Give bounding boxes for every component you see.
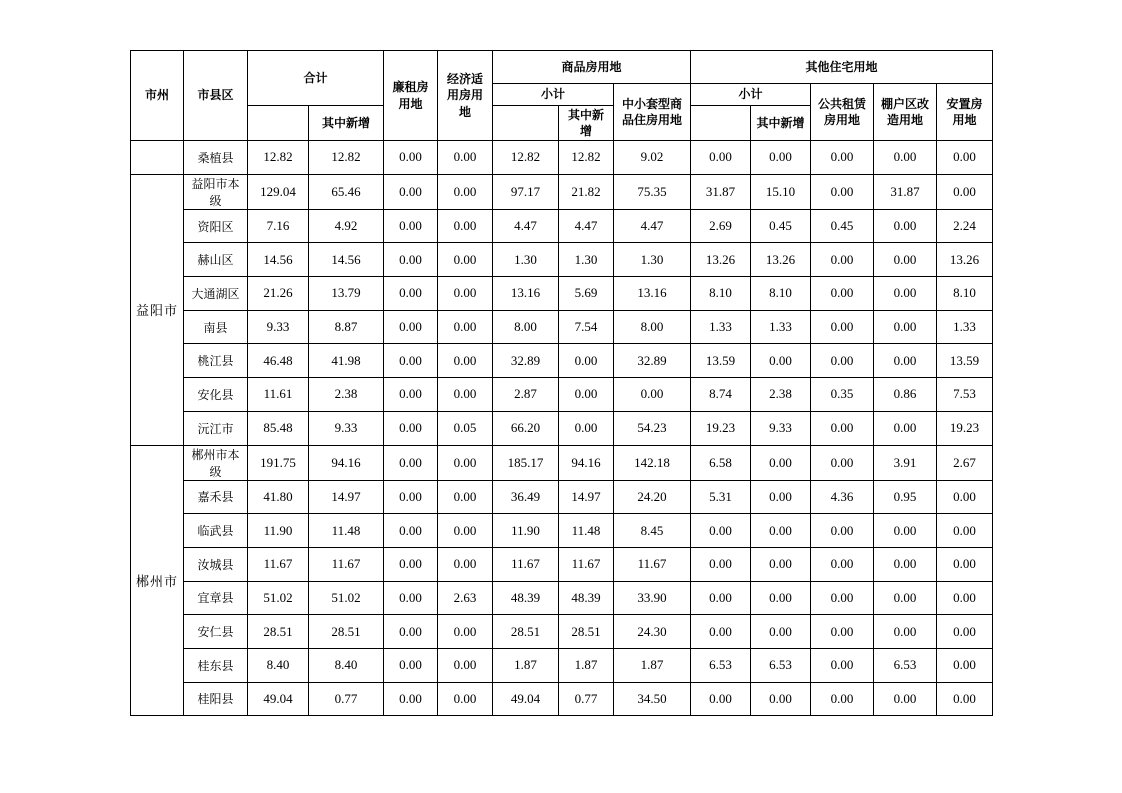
value-cell: 9.02 bbox=[614, 141, 691, 175]
value-cell: 0.00 bbox=[384, 243, 438, 277]
value-cell: 0.00 bbox=[811, 648, 874, 682]
value-cell: 2.38 bbox=[751, 378, 811, 412]
value-cell: 0.00 bbox=[438, 174, 493, 209]
value-cell: 54.23 bbox=[614, 411, 691, 445]
other-subtotal-blank-cell bbox=[691, 106, 751, 141]
value-cell: 0.00 bbox=[384, 174, 438, 209]
table-row bbox=[131, 209, 993, 243]
value-cell: 36.49 bbox=[493, 480, 559, 514]
value-cell: 8.74 bbox=[691, 378, 751, 412]
value-cell: 0.00 bbox=[438, 141, 493, 175]
value-cell: 0.95 bbox=[874, 480, 937, 514]
value-cell: 0.00 bbox=[874, 243, 937, 277]
value-cell: 1.87 bbox=[493, 648, 559, 682]
value-cell: 31.87 bbox=[874, 174, 937, 209]
value-cell: 13.79 bbox=[309, 277, 384, 311]
value-cell: 0.00 bbox=[874, 682, 937, 716]
value-cell: 0.00 bbox=[811, 445, 874, 480]
value-cell: 1.33 bbox=[751, 310, 811, 344]
value-cell: 12.82 bbox=[309, 141, 384, 175]
value-cell: 0.00 bbox=[811, 243, 874, 277]
value-cell: 11.61 bbox=[248, 378, 309, 412]
value-cell: 13.26 bbox=[751, 243, 811, 277]
value-cell: 0.00 bbox=[438, 480, 493, 514]
county-cell: 桑植县 bbox=[184, 141, 248, 175]
value-cell: 0.00 bbox=[811, 547, 874, 581]
table-row bbox=[131, 514, 993, 548]
value-cell: 2.87 bbox=[493, 378, 559, 412]
value-cell: 4.92 bbox=[309, 209, 384, 243]
county-cell: 桂阳县 bbox=[184, 682, 248, 716]
value-cell: 0.00 bbox=[811, 411, 874, 445]
value-cell: 13.16 bbox=[614, 277, 691, 311]
table-row bbox=[131, 581, 993, 615]
value-cell: 11.67 bbox=[248, 547, 309, 581]
value-cell: 0.45 bbox=[811, 209, 874, 243]
value-cell: 28.51 bbox=[248, 615, 309, 649]
county-cell: 临武县 bbox=[184, 514, 248, 548]
value-cell: 0.00 bbox=[691, 615, 751, 649]
value-cell: 0.00 bbox=[874, 411, 937, 445]
table-row bbox=[131, 480, 993, 514]
prefecture-cell bbox=[131, 141, 184, 175]
value-cell: 1.30 bbox=[559, 243, 614, 277]
county-cell: 汝城县 bbox=[184, 547, 248, 581]
col-header-commodity-new: 其中新增 bbox=[559, 106, 614, 141]
table-row bbox=[131, 648, 993, 682]
table-row bbox=[131, 310, 993, 344]
col-header-affordable: 经济适用房用地 bbox=[438, 51, 493, 141]
col-header-prefecture: 市州 bbox=[131, 51, 184, 141]
value-cell: 0.00 bbox=[811, 581, 874, 615]
value-cell: 8.40 bbox=[248, 648, 309, 682]
value-cell: 3.91 bbox=[874, 445, 937, 480]
value-cell: 0.00 bbox=[751, 547, 811, 581]
value-cell: 0.00 bbox=[384, 615, 438, 649]
value-cell: 49.04 bbox=[248, 682, 309, 716]
value-cell: 8.10 bbox=[937, 277, 993, 311]
merged-filler-total bbox=[248, 106, 309, 141]
table-row bbox=[131, 243, 993, 277]
value-cell: 41.98 bbox=[309, 344, 384, 378]
county-cell: 安仁县 bbox=[184, 615, 248, 649]
col-header-other-residential: 其他住宅用地 bbox=[691, 51, 993, 84]
value-cell: 11.90 bbox=[248, 514, 309, 548]
value-cell: 0.00 bbox=[438, 445, 493, 480]
value-cell: 0.00 bbox=[438, 344, 493, 378]
value-cell: 28.51 bbox=[493, 615, 559, 649]
value-cell: 2.67 bbox=[937, 445, 993, 480]
value-cell: 0.00 bbox=[874, 581, 937, 615]
value-cell: 1.30 bbox=[614, 243, 691, 277]
value-cell: 11.67 bbox=[493, 547, 559, 581]
value-cell: 0.00 bbox=[937, 547, 993, 581]
value-cell: 14.97 bbox=[309, 480, 384, 514]
value-cell: 0.00 bbox=[811, 344, 874, 378]
value-cell: 8.40 bbox=[309, 648, 384, 682]
value-cell: 0.00 bbox=[874, 344, 937, 378]
county-cell: 郴州市本级 bbox=[184, 445, 248, 480]
value-cell: 0.00 bbox=[937, 514, 993, 548]
value-cell: 191.75 bbox=[248, 445, 309, 480]
value-cell: 0.00 bbox=[384, 310, 438, 344]
value-cell: 0.00 bbox=[559, 378, 614, 412]
value-cell: 13.26 bbox=[937, 243, 993, 277]
value-cell: 8.10 bbox=[751, 277, 811, 311]
value-cell: 14.56 bbox=[248, 243, 309, 277]
value-cell: 48.39 bbox=[493, 581, 559, 615]
col-header-total-new: 其中新增 bbox=[309, 106, 384, 141]
col-header-commodity-subtotal: 小计 bbox=[493, 84, 614, 106]
value-cell: 8.00 bbox=[493, 310, 559, 344]
value-cell: 0.00 bbox=[438, 682, 493, 716]
value-cell: 0.00 bbox=[438, 209, 493, 243]
value-cell: 0.00 bbox=[811, 141, 874, 175]
value-cell: 7.54 bbox=[559, 310, 614, 344]
value-cell: 0.00 bbox=[384, 378, 438, 412]
value-cell: 0.00 bbox=[937, 141, 993, 175]
value-cell: 6.53 bbox=[751, 648, 811, 682]
value-cell: 6.53 bbox=[691, 648, 751, 682]
value-cell: 5.31 bbox=[691, 480, 751, 514]
value-cell: 0.77 bbox=[559, 682, 614, 716]
value-cell: 0.00 bbox=[384, 547, 438, 581]
col-header-commodity: 商品房用地 bbox=[493, 51, 691, 84]
value-cell: 0.00 bbox=[384, 344, 438, 378]
value-cell: 2.38 bbox=[309, 378, 384, 412]
value-cell: 0.00 bbox=[937, 480, 993, 514]
value-cell: 0.00 bbox=[691, 514, 751, 548]
value-cell: 28.51 bbox=[309, 615, 384, 649]
county-cell: 资阳区 bbox=[184, 209, 248, 243]
value-cell: 0.00 bbox=[874, 310, 937, 344]
value-cell: 1.87 bbox=[614, 648, 691, 682]
value-cell: 24.30 bbox=[614, 615, 691, 649]
value-cell: 24.20 bbox=[614, 480, 691, 514]
value-cell: 31.87 bbox=[691, 174, 751, 209]
value-cell: 0.45 bbox=[751, 209, 811, 243]
value-cell: 9.33 bbox=[309, 411, 384, 445]
header-row-1 bbox=[131, 51, 993, 84]
col-header-public-rental: 公共租赁房用地 bbox=[811, 84, 874, 141]
value-cell: 11.67 bbox=[559, 547, 614, 581]
value-cell: 5.69 bbox=[559, 277, 614, 311]
col-header-other-subtotal: 小计 bbox=[691, 84, 811, 106]
value-cell: 1.33 bbox=[937, 310, 993, 344]
value-cell: 14.56 bbox=[309, 243, 384, 277]
county-cell: 桂东县 bbox=[184, 648, 248, 682]
table-row bbox=[131, 445, 993, 480]
value-cell: 13.16 bbox=[493, 277, 559, 311]
value-cell: 11.48 bbox=[309, 514, 384, 548]
value-cell: 0.00 bbox=[751, 480, 811, 514]
value-cell: 0.00 bbox=[384, 141, 438, 175]
value-cell: 4.36 bbox=[811, 480, 874, 514]
value-cell: 0.00 bbox=[811, 277, 874, 311]
col-header-shantytown: 棚户区改造用地 bbox=[874, 84, 937, 141]
value-cell: 0.00 bbox=[438, 648, 493, 682]
value-cell: 85.48 bbox=[248, 411, 309, 445]
value-cell: 9.33 bbox=[248, 310, 309, 344]
value-cell: 0.00 bbox=[559, 411, 614, 445]
col-header-resettlement: 安置房用地 bbox=[937, 84, 993, 141]
value-cell: 51.02 bbox=[248, 581, 309, 615]
value-cell: 0.00 bbox=[384, 648, 438, 682]
value-cell: 0.00 bbox=[438, 514, 493, 548]
value-cell: 21.26 bbox=[248, 277, 309, 311]
value-cell: 0.00 bbox=[937, 581, 993, 615]
value-cell: 0.00 bbox=[751, 581, 811, 615]
value-cell: 34.50 bbox=[614, 682, 691, 716]
value-cell: 49.04 bbox=[493, 682, 559, 716]
value-cell: 0.00 bbox=[751, 615, 811, 649]
value-cell: 4.47 bbox=[614, 209, 691, 243]
value-cell: 1.87 bbox=[559, 648, 614, 682]
merged-filler-commodity-subtotal bbox=[493, 106, 559, 141]
value-cell: 9.33 bbox=[751, 411, 811, 445]
value-cell: 1.30 bbox=[493, 243, 559, 277]
value-cell: 0.00 bbox=[874, 141, 937, 175]
county-cell: 大通湖区 bbox=[184, 277, 248, 311]
value-cell: 0.00 bbox=[874, 277, 937, 311]
value-cell: 0.00 bbox=[811, 514, 874, 548]
value-cell: 46.48 bbox=[248, 344, 309, 378]
value-cell: 0.00 bbox=[559, 344, 614, 378]
value-cell: 0.00 bbox=[384, 682, 438, 716]
county-cell: 沅江市 bbox=[184, 411, 248, 445]
value-cell: 0.00 bbox=[811, 310, 874, 344]
col-header-small-mid-commodity: 中小套型商品住房用地 bbox=[614, 84, 691, 141]
value-cell: 142.18 bbox=[614, 445, 691, 480]
table-row bbox=[131, 547, 993, 581]
value-cell: 0.00 bbox=[438, 615, 493, 649]
value-cell: 19.23 bbox=[691, 411, 751, 445]
value-cell: 33.90 bbox=[614, 581, 691, 615]
value-cell: 0.00 bbox=[874, 209, 937, 243]
value-cell: 41.80 bbox=[248, 480, 309, 514]
value-cell: 7.53 bbox=[937, 378, 993, 412]
value-cell: 32.89 bbox=[614, 344, 691, 378]
value-cell: 19.23 bbox=[937, 411, 993, 445]
table-row bbox=[131, 174, 993, 209]
value-cell: 0.00 bbox=[751, 344, 811, 378]
value-cell: 0.00 bbox=[438, 310, 493, 344]
value-cell: 66.20 bbox=[493, 411, 559, 445]
value-cell: 0.00 bbox=[384, 277, 438, 311]
table-row bbox=[131, 344, 993, 378]
value-cell: 97.17 bbox=[493, 174, 559, 209]
value-cell: 0.86 bbox=[874, 378, 937, 412]
value-cell: 11.67 bbox=[309, 547, 384, 581]
value-cell: 12.82 bbox=[248, 141, 309, 175]
value-cell: 0.77 bbox=[309, 682, 384, 716]
value-cell: 11.48 bbox=[559, 514, 614, 548]
value-cell: 0.00 bbox=[751, 514, 811, 548]
table-row bbox=[131, 615, 993, 649]
county-cell: 赫山区 bbox=[184, 243, 248, 277]
value-cell: 21.82 bbox=[559, 174, 614, 209]
value-cell: 13.59 bbox=[937, 344, 993, 378]
value-cell: 0.00 bbox=[874, 615, 937, 649]
value-cell: 13.26 bbox=[691, 243, 751, 277]
prefecture-cell: 郴州市 bbox=[131, 445, 184, 716]
value-cell: 0.00 bbox=[384, 445, 438, 480]
table-row bbox=[131, 378, 993, 412]
residential-land-supply-table bbox=[130, 50, 993, 716]
value-cell: 0.00 bbox=[438, 277, 493, 311]
value-cell: 0.00 bbox=[691, 682, 751, 716]
value-cell: 4.47 bbox=[493, 209, 559, 243]
value-cell: 8.00 bbox=[614, 310, 691, 344]
value-cell: 65.46 bbox=[309, 174, 384, 209]
value-cell: 0.00 bbox=[811, 682, 874, 716]
value-cell: 0.00 bbox=[384, 581, 438, 615]
value-cell: 0.00 bbox=[937, 648, 993, 682]
value-cell: 0.00 bbox=[438, 243, 493, 277]
value-cell: 94.16 bbox=[309, 445, 384, 480]
value-cell: 11.90 bbox=[493, 514, 559, 548]
value-cell: 0.00 bbox=[751, 445, 811, 480]
county-cell: 嘉禾县 bbox=[184, 480, 248, 514]
value-cell: 94.16 bbox=[559, 445, 614, 480]
value-cell: 0.00 bbox=[937, 615, 993, 649]
county-cell: 宜章县 bbox=[184, 581, 248, 615]
value-cell: 0.00 bbox=[691, 141, 751, 175]
value-cell: 0.00 bbox=[811, 174, 874, 209]
value-cell: 75.35 bbox=[614, 174, 691, 209]
table-body bbox=[131, 141, 993, 716]
value-cell: 8.10 bbox=[691, 277, 751, 311]
value-cell: 12.82 bbox=[493, 141, 559, 175]
county-cell: 南县 bbox=[184, 310, 248, 344]
value-cell: 0.00 bbox=[384, 514, 438, 548]
value-cell: 6.58 bbox=[691, 445, 751, 480]
value-cell: 0.00 bbox=[691, 547, 751, 581]
value-cell: 8.87 bbox=[309, 310, 384, 344]
table-row bbox=[131, 277, 993, 311]
col-header-other-new: 其中新增 bbox=[751, 106, 811, 141]
value-cell: 0.00 bbox=[691, 581, 751, 615]
value-cell: 14.97 bbox=[559, 480, 614, 514]
table-row bbox=[131, 411, 993, 445]
value-cell: 2.69 bbox=[691, 209, 751, 243]
value-cell: 0.00 bbox=[438, 378, 493, 412]
value-cell: 0.00 bbox=[384, 411, 438, 445]
value-cell: 0.00 bbox=[384, 209, 438, 243]
value-cell: 2.63 bbox=[438, 581, 493, 615]
value-cell: 0.00 bbox=[614, 378, 691, 412]
col-header-county: 市县区 bbox=[184, 51, 248, 141]
value-cell: 0.00 bbox=[811, 615, 874, 649]
value-cell: 0.05 bbox=[438, 411, 493, 445]
prefecture-cell: 益阳市 bbox=[131, 174, 184, 445]
county-cell: 桃江县 bbox=[184, 344, 248, 378]
table-row bbox=[131, 682, 993, 716]
value-cell: 0.00 bbox=[438, 547, 493, 581]
value-cell: 11.67 bbox=[614, 547, 691, 581]
county-cell: 益阳市本级 bbox=[184, 174, 248, 209]
table-row bbox=[131, 141, 993, 175]
col-header-low-rent: 廉租房用地 bbox=[384, 51, 438, 141]
col-header-total: 合计 bbox=[248, 51, 384, 106]
county-cell: 安化县 bbox=[184, 378, 248, 412]
value-cell: 0.00 bbox=[937, 682, 993, 716]
value-cell: 48.39 bbox=[559, 581, 614, 615]
value-cell: 1.33 bbox=[691, 310, 751, 344]
value-cell: 0.00 bbox=[751, 682, 811, 716]
value-cell: 0.35 bbox=[811, 378, 874, 412]
value-cell: 12.82 bbox=[559, 141, 614, 175]
value-cell: 15.10 bbox=[751, 174, 811, 209]
value-cell: 0.00 bbox=[874, 547, 937, 581]
value-cell: 51.02 bbox=[309, 581, 384, 615]
value-cell: 32.89 bbox=[493, 344, 559, 378]
value-cell: 28.51 bbox=[559, 615, 614, 649]
value-cell: 129.04 bbox=[248, 174, 309, 209]
value-cell: 0.00 bbox=[384, 480, 438, 514]
value-cell: 2.24 bbox=[937, 209, 993, 243]
value-cell: 0.00 bbox=[874, 514, 937, 548]
value-cell: 4.47 bbox=[559, 209, 614, 243]
value-cell: 0.00 bbox=[751, 141, 811, 175]
value-cell: 8.45 bbox=[614, 514, 691, 548]
value-cell: 6.53 bbox=[874, 648, 937, 682]
value-cell: 0.00 bbox=[937, 174, 993, 209]
value-cell: 7.16 bbox=[248, 209, 309, 243]
value-cell: 13.59 bbox=[691, 344, 751, 378]
value-cell: 185.17 bbox=[493, 445, 559, 480]
